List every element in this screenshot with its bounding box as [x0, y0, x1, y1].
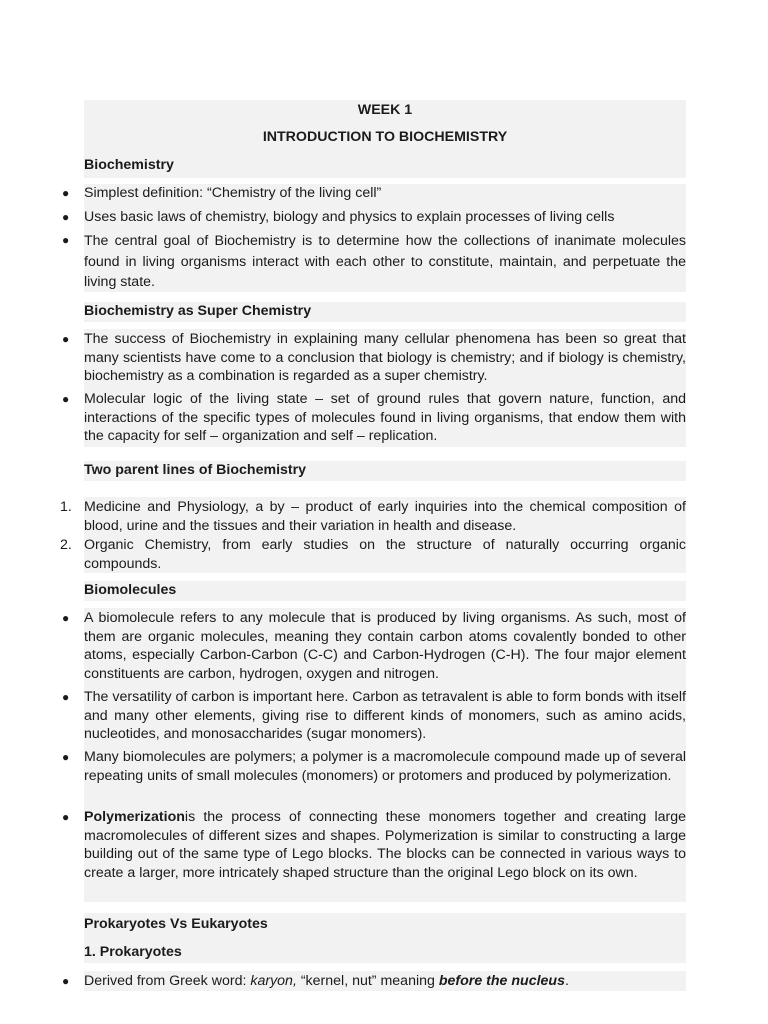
bullet-icon: ● [62, 810, 70, 824]
parent-item-2: Organic Chemistry, from early studies on the structure of naturally occurring organic compounds. [84, 537, 686, 572]
biomol-bullet-3: Many biomolecules are polymers; a polymer is a macromolecule compound made up of several repeating units of small molecules (monomers) or protomers and produced by polymerization. [84, 749, 686, 784]
bullet-icon: ● [62, 611, 70, 625]
bullet-icon: ● [62, 332, 70, 346]
prok-word-karyon: karyon, [250, 973, 297, 989]
section-heading-parent-lines: Two parent lines of Biochemistry [84, 462, 307, 478]
parent-item-1: Medicine and Physiology, a by – product of early inquiries into the chemical composition of blood, urine and the tissues and their variation in health and disease. [84, 499, 686, 534]
biomol-bullet-2: The versatility of carbon is important here. Carbon as tetravalent is able to form bonds with itself and many other elements, giving rise to different kinds of monomers, such as amino acids, nucleotides, and monosaccharides (sugar monomers). [84, 689, 686, 743]
prok-text-pre: Derived from Greek word: [84, 973, 251, 989]
page-title: INTRODUCTION TO BIOCHEMISTRY [262, 129, 508, 145]
bullet-icon: ● [62, 233, 70, 247]
polymerization-term: Polymerization [84, 809, 185, 825]
super-bullet-1: The success of Biochemistry in explaining many cellular phenomena has been so great that many scientists have come to a conclusion that biology is chemistry; and if biology is chemistry, biochemistry as a combination is regarded as a super chemistry. [84, 331, 686, 385]
bullet-icon: ● [62, 210, 70, 224]
bullet-icon: ● [62, 186, 70, 200]
biomol-bullet-1: A biomolecule refers to any molecule that is produced by living organisms. As such, most of them are organic molecules, meaning they contain carbon atoms covalently bonded to other atoms, especially Carbon-Carbon (C-C) and Carbon-Hydrogen (C-H). The four major element constituents are carbon, hydrogen, oxygen and nitrogen. [84, 610, 686, 683]
bullet-icon: ● [62, 392, 70, 406]
biochem-bullet-2: Uses basic laws of chemistry, biology and physics to explain processes of living cells [84, 209, 615, 225]
section-heading-prok-vs-euk: Prokaryotes Vs Eukaryotes [84, 916, 268, 932]
biomol-bullet-4 [84, 808, 686, 883]
biochem-bullet-1: Simplest definition: “Chemistry of the living cell” [84, 185, 382, 201]
week-label: WEEK 1 [357, 102, 413, 118]
biochem-bullet-3: The central goal of Biochemistry is to determine how the collections of inanimate molecules found in living organisms interact with each other to constitute, maintain, and perpetuate the living state. [84, 233, 686, 290]
polymerization-definition: is the process of connecting these monomers together and creating large macromolecules of different sizes and shapes. Polymerization is similar to constructing a large building out of the same type of Lego blocks. The blocks can be connected in various ways to create a larger, more intricately shaped structure than the original Lego block on its own. [84, 809, 686, 882]
list-number: 1. [60, 499, 72, 515]
bullet-icon: ● [62, 974, 70, 988]
prok-text-end: . [564, 973, 569, 989]
prok-text-mid: “kernel, nut” meaning [296, 973, 439, 989]
super-bullet-2: Molecular logic of the living state – set of ground rules that govern nature, function, and interactions of the specific types of molecules found in living organisms, that endow them with the capacity for self – organization and self – replication. [84, 391, 686, 445]
section-heading-super-chemistry: Biochemistry as Super Chemistry [84, 303, 312, 319]
subheading-prokaryotes: 1. Prokaryotes [84, 944, 182, 960]
bullet-icon: ● [62, 750, 70, 764]
list-number: 2. [60, 537, 72, 553]
bullet-icon: ● [62, 690, 70, 704]
section-heading-biochemistry: Biochemistry [84, 157, 174, 173]
section-heading-biomolecules: Biomolecules [84, 582, 177, 598]
prok-emphasis: before the nucleus [438, 973, 565, 989]
prok-bullet-1 [84, 972, 686, 991]
